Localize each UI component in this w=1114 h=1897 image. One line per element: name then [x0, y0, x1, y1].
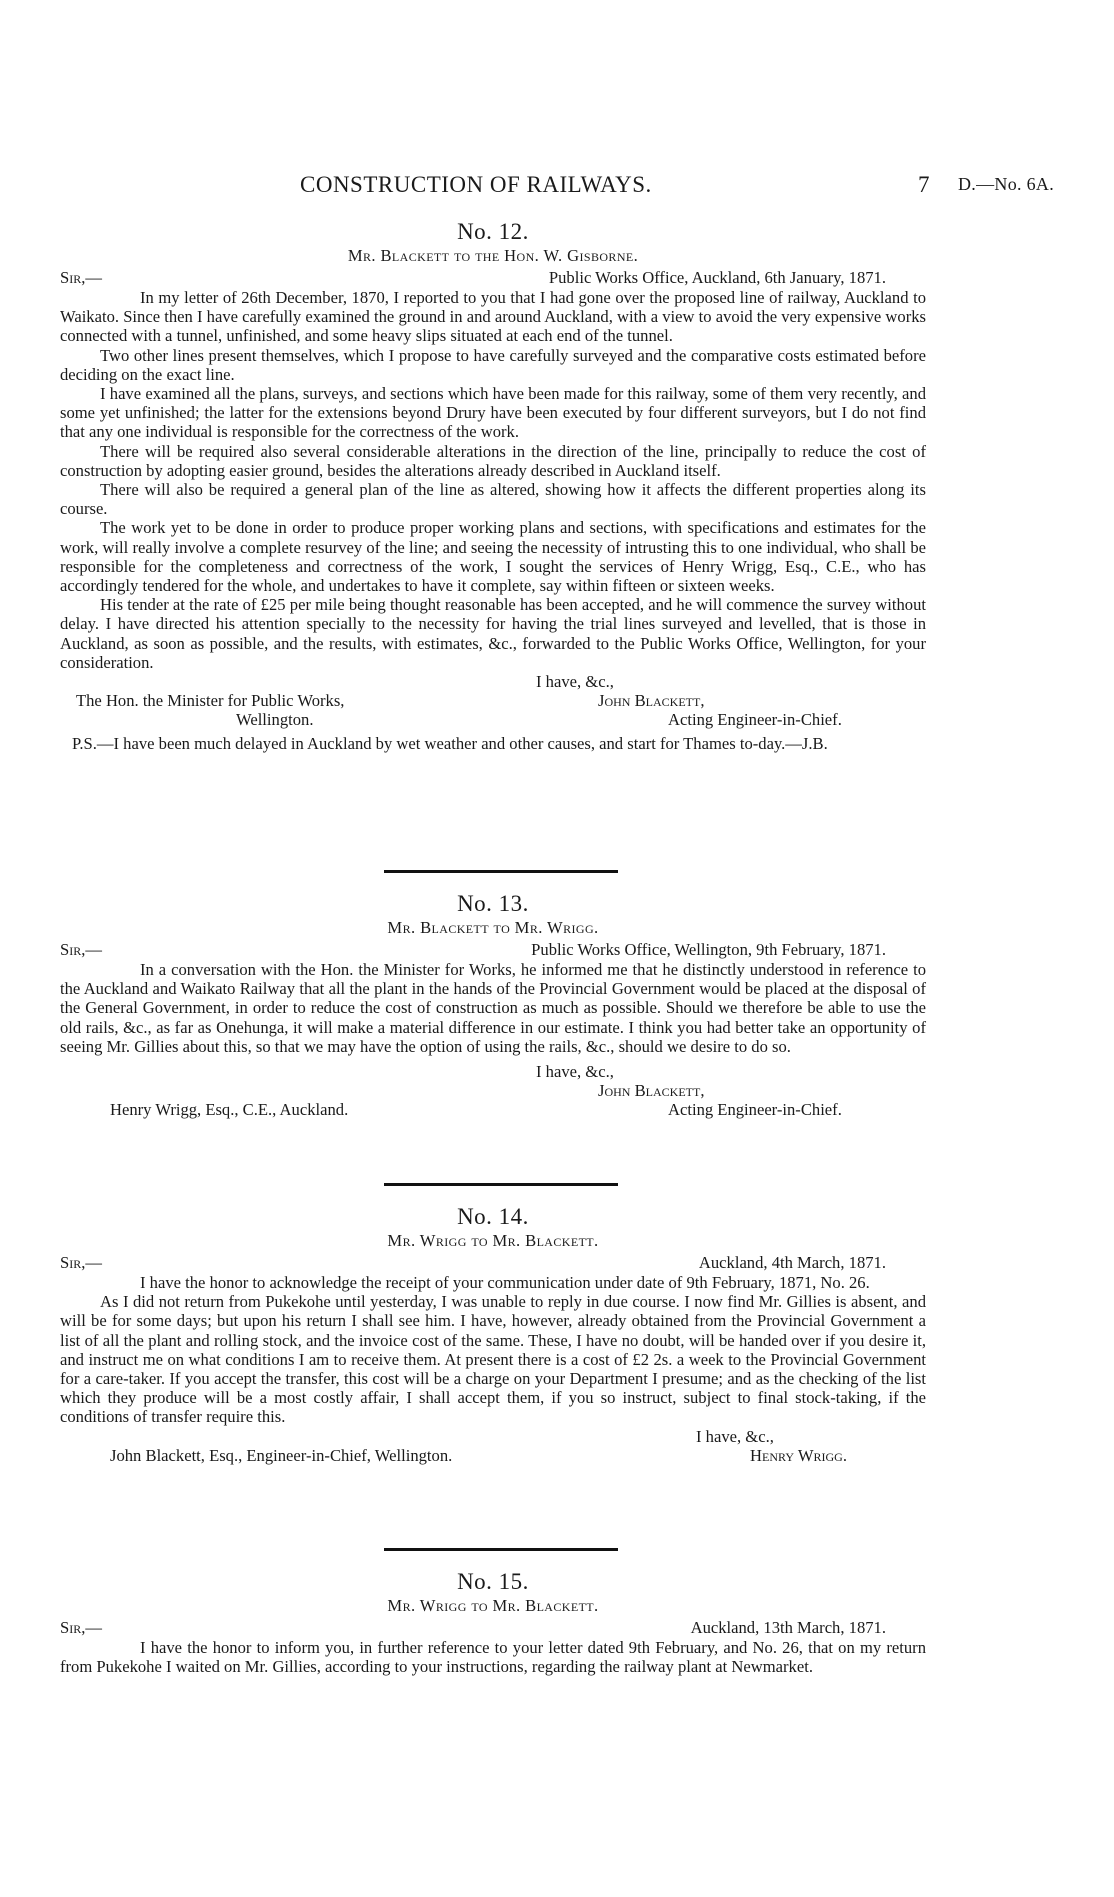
letter-number: No. 13. [457, 891, 529, 916]
paragraph: There will also be required a general plan of the line as altered, showing how it affects the different properties along its course. [60, 480, 926, 519]
letter-number: No. 15. [457, 1569, 529, 1594]
letter-parties: Mr. Blackett to Mr. Wrigg. [387, 918, 599, 937]
addressee: Henry Wrigg, Esq., C.E., Auckland. [110, 1100, 349, 1120]
letter-parties: Mr. Wrigg to Mr. Blackett. [387, 1596, 599, 1615]
paragraph: I have the honor to inform you, in further reference to your letter dated 9th February, and No. 26, that on my return from Pukekohe I waited on Mr. Gillies, according to your instructions, regarding the railway plant at Newmarket. [60, 1638, 926, 1677]
dateline: Auckland, 4th March, 1871. [698, 1253, 886, 1272]
paragraph: His tender at the rate of £25 per mile being thought reasonable has been accepted, and he will commence the survey without delay. I have directed his attention specially to the necessity for having the trial lines surveyed and levelled, that is those in Auckland, as soon as possible, and the results, with estimates, &c., forwarded to the Public Works Office, Wellington, for your consideration. [60, 595, 926, 672]
closing: I have, &c., [696, 1426, 774, 1446]
addressee: John Blackett, Esq., Engineer-in-Chief, Wellington. [110, 1445, 453, 1465]
signature-block [60, 1062, 926, 1120]
closing: I have, &c., [536, 672, 614, 692]
running-header [0, 172, 1114, 202]
dateline: Public Works Office, Auckland, 6th January, 1871. [548, 268, 886, 287]
letter-parties: Mr. Wrigg to Mr. Blackett. [387, 1231, 599, 1250]
salutation: Sir,— [60, 1253, 102, 1272]
paragraph: I have the honor to acknowledge the receipt of your communication under date of 9th February, 1871, No. 26. [140, 1273, 870, 1292]
signature-block [60, 1427, 926, 1465]
header-title: CONSTRUCTION OF RAILWAYS. [300, 172, 652, 197]
signature-block [60, 672, 926, 730]
salutation: Sir,— [60, 940, 102, 959]
letter-no-15 [60, 1568, 926, 1676]
document-reference: D.—No. 6A. [958, 174, 1054, 194]
paragraph: Two other lines present themselves, which I propose to have carefully surveyed and the comparative costs estimated before deciding on the exact line. [60, 345, 926, 384]
letter-no-13 [60, 890, 926, 1120]
dateline: Public Works Office, Wellington, 9th February, 1871. [531, 940, 886, 959]
paragraph: The work yet to be done in order to produce proper working plans and sections, with specifications and estimates for the work, will really involve a complete resurvey of the line; and seeing the necessity of intrusting this to one individual, who shall be responsible for the completeness and correctness of the work, I sought the services of Henry Wrigg, Esq., C.E., who has accordingly tendered for the whole, and undertakes to have it complete, say within fifteen or sixteen weeks. [60, 518, 926, 596]
addressee: The Hon. the Minister for Public Works, [76, 691, 345, 711]
paragraph: There will be required also several considerable alterations in the direction of the line, principally to reduce the cost of construction by adopting easier ground, besides the alterations already described in Auckland itself. [60, 441, 926, 480]
paragraph: As I did not return from Pukekohe until yesterday, I was unable to reply in due course. I now find Mr. Gillies is absent, and will be for some days; but upon his return I shall see him. I have, however, already obtained from the Provincial Government a list of all the plant and rolling stock, and the invoice cost of the same. These, I have no doubt, will be handed over if you desire it, and instruct me on what conditions I am to receive them. At present there is a cost of £2 2s. a week to the Provincial Government for a care-taker. If you accept the transfer, this cost will be a charge on your Department I presume; and as the checking of the list which they produce will be a most costly affair, I shall accept them, if you so instruct, subject to final stock-taking, if the conditions of transfer require this. [60, 1292, 926, 1427]
dateline: Auckland, 13th March, 1871. [690, 1618, 886, 1637]
signature: John Blackett, [598, 691, 705, 711]
signature: Henry Wrigg. [750, 1445, 847, 1465]
letter-number: No. 12. [457, 219, 529, 244]
letter-parties: Mr. Blackett to the Hon. W. Gisborne. [347, 246, 639, 265]
section-divider [384, 870, 618, 873]
paragraph: In my letter of 26th December, 1870, I reported to you that I had gone over the proposed line of railway, Auckland to Waikato. Since then I have carefully examined the ground in and around Auckland, with a view to avoid the very expensive works connected with a tunnel, unfinished, and some heavy slips situated at each end of the tunnel. [60, 288, 926, 346]
paragraph: I have examined all the plans, surveys, and sections which have been made for this railway, some of them very recently, and some yet unfinished; the latter for the extensions beyond Drury have been executed by four different surveyors, but I do not find that any one individual is responsible for the correctness of the work. [60, 384, 926, 442]
signature-title: Acting Engineer-in-Chief. [668, 710, 842, 730]
closing: I have, &c., [536, 1062, 614, 1082]
signature: John Blackett, [598, 1081, 705, 1101]
letter-no-14 [60, 1203, 926, 1465]
salutation: Sir,— [60, 268, 102, 287]
signature-title: Acting Engineer-in-Chief. [668, 1100, 842, 1120]
paragraph: In a conversation with the Hon. the Minister for Works, he informed me that he distinctly understood in reference to the Auckland and Waikato Railway that all the plant in the hands of the Provincial Government would be placed at the disposal of the General Government, in order to reduce the cost of construction as much as possible. Should we therefore be able to use the old rails, &c., as far as Onehunga, it will make a material difference in our estimate. I think you had better take an opportunity of seeing Mr. Gillies about this, so that we may have the option of using the rails, &c., should we desire to do so. [60, 960, 926, 1056]
salutation: Sir,— [60, 1618, 102, 1637]
section-divider [384, 1183, 618, 1186]
postscript: P.S.—I have been much delayed in Auckland by wet weather and other causes, and start for Thames to-day.—J.B. [72, 733, 828, 753]
letter-number: No. 14. [457, 1204, 529, 1229]
addressee-place: Wellington. [236, 710, 314, 730]
section-divider [384, 1548, 618, 1551]
page-number: 7 [918, 172, 930, 197]
letter-no-12 [60, 218, 926, 753]
